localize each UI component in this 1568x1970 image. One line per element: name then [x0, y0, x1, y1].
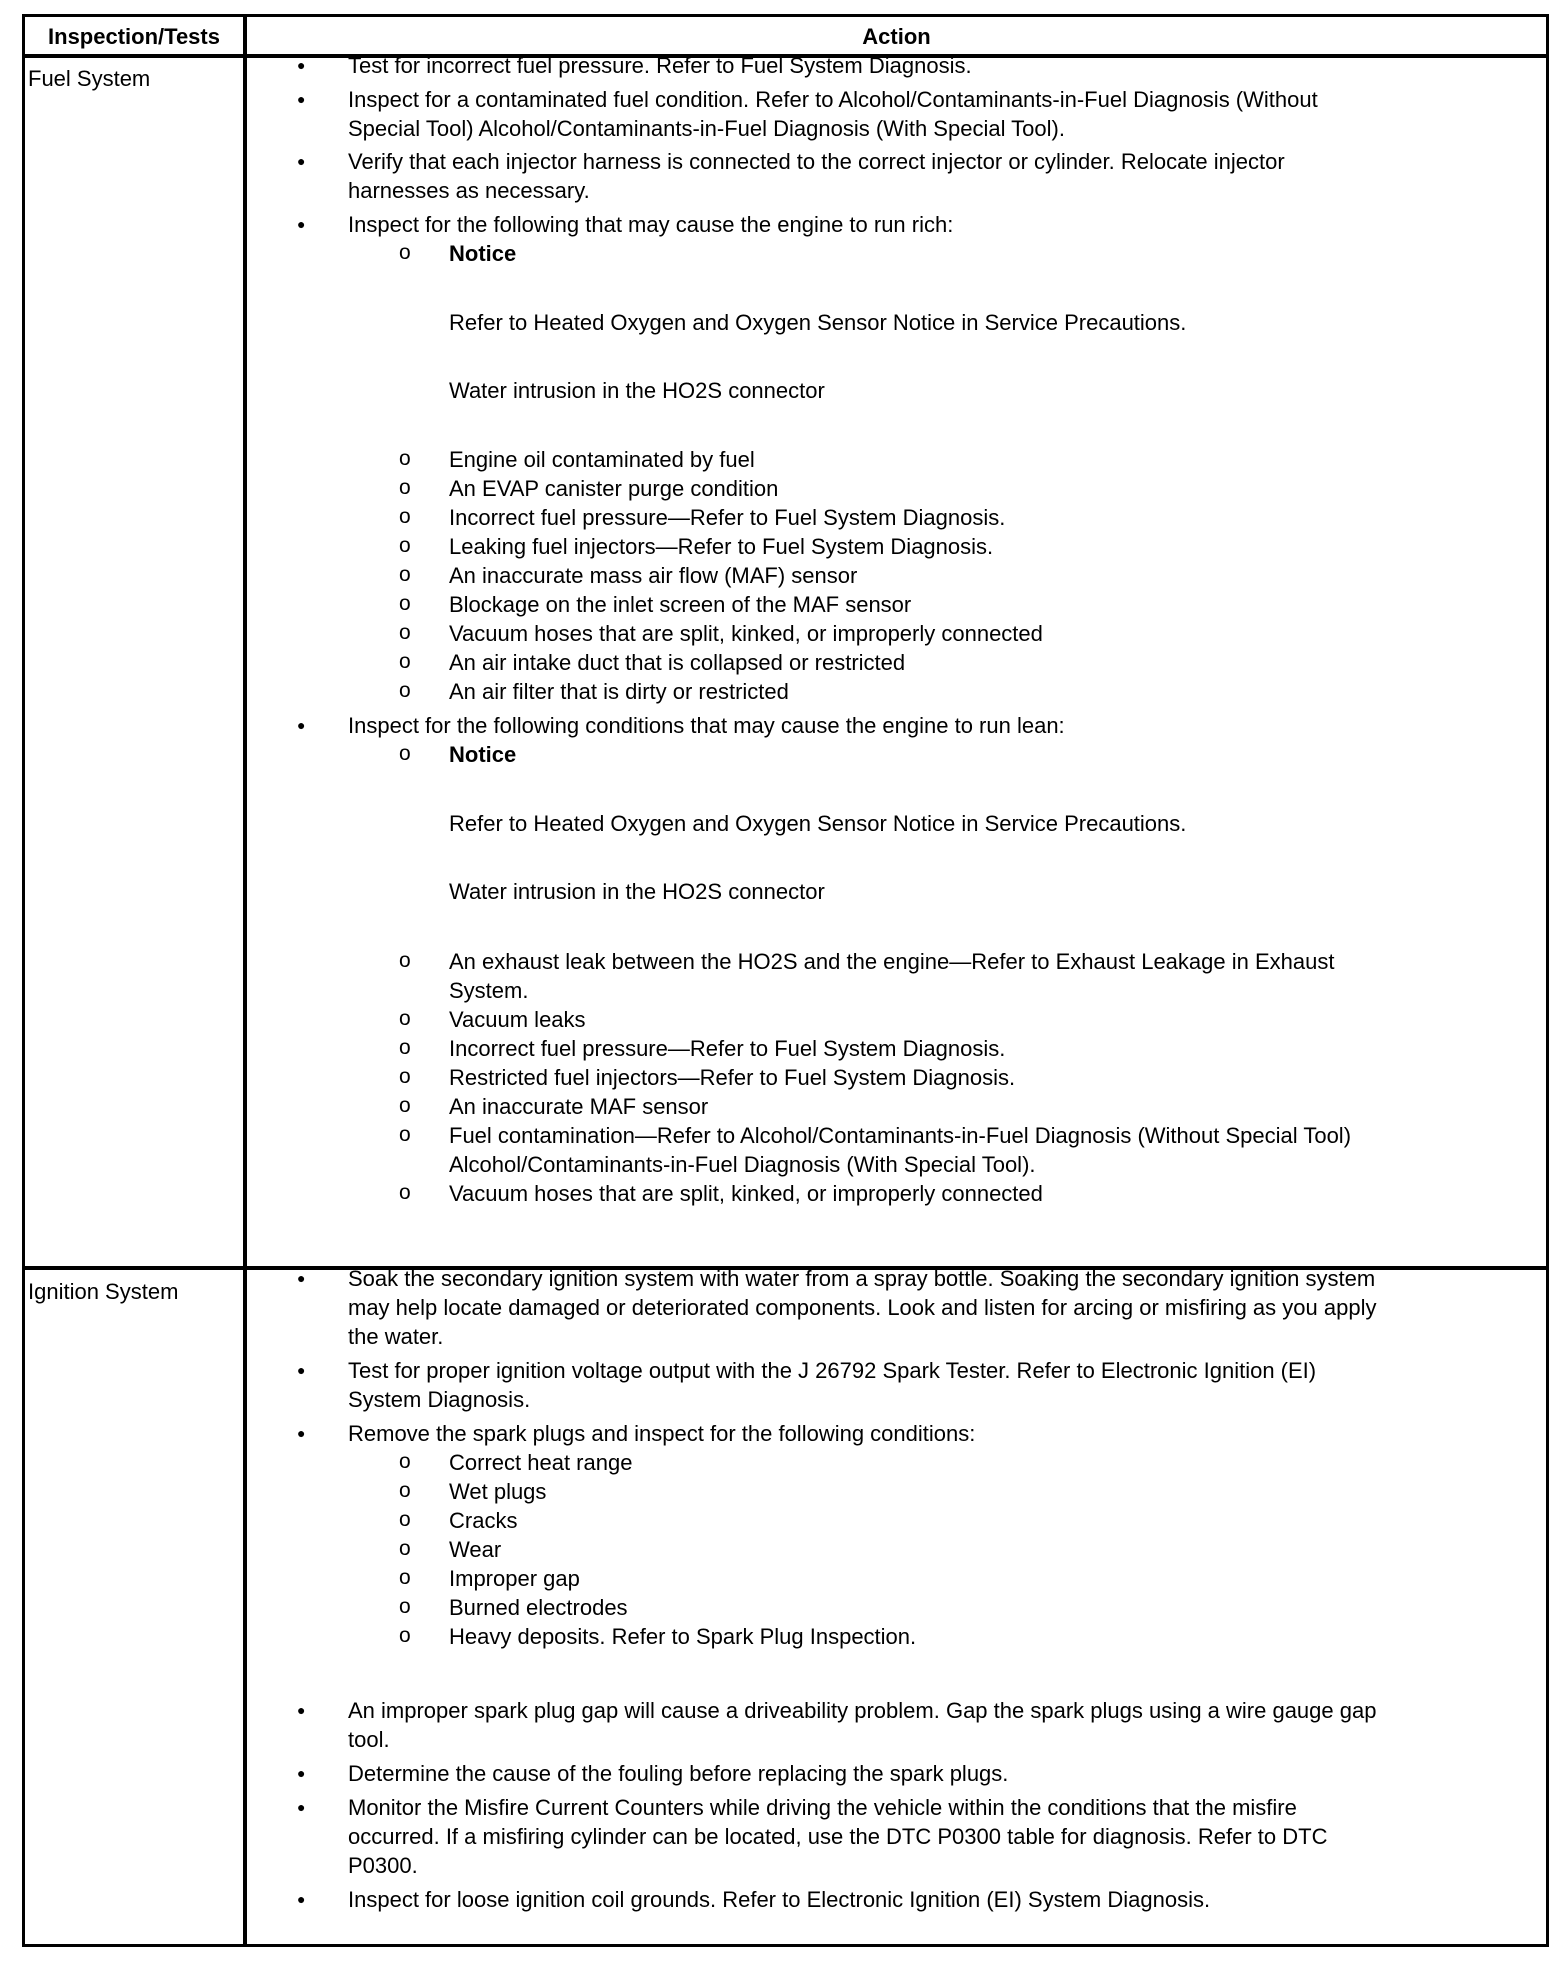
sub-item-text: Refer to Heated Oxygen and Oxygen Sensor Notice in Service Precautions. — [449, 811, 1187, 836]
action-item-text: Soak the secondary ignition system with water from a spray bottle. Soaking the secondary ignition system — [348, 1266, 1376, 1291]
sub-bullet-icon: o — [399, 679, 411, 702]
header-action: Action — [862, 24, 931, 49]
action-item-text: System Diagnosis. — [348, 1387, 531, 1412]
bullet-icon: ● — [297, 1765, 306, 1781]
row-label-ignition-system: Ignition System — [28, 1279, 179, 1304]
bullet-icon: ● — [297, 216, 306, 232]
bullet-icon: ● — [297, 91, 306, 107]
sub-item-text: Wet plugs — [449, 1479, 547, 1504]
header-inspection-tests: Inspection/Tests — [48, 24, 220, 49]
sub-item-text: Leaking fuel injectors—Refer to Fuel System Diagnosis. — [449, 534, 994, 559]
bullet-icon: ● — [297, 1799, 306, 1815]
bullet-icon: ● — [297, 57, 306, 73]
sub-bullet-icon: o — [399, 742, 411, 765]
sub-bullet-icon: o — [399, 592, 411, 615]
sub-bullet-icon: o — [399, 1624, 411, 1647]
sub-item-text: Water intrusion in the HO2S connector — [449, 378, 825, 403]
sub-bullet-icon: o — [399, 505, 411, 528]
sub-bullet-icon: o — [399, 1595, 411, 1618]
sub-bullet-icon: o — [399, 1566, 411, 1589]
action-item-text: may help locate damaged or deteriorated components. Look and listen for arcing or misfiring as you apply — [348, 1295, 1377, 1320]
sub-item-text: An inaccurate MAF sensor — [449, 1094, 709, 1119]
sub-item-text: Heavy deposits. Refer to Spark Plug Inspection. — [449, 1624, 917, 1649]
sub-bullet-icon: o — [399, 1007, 411, 1030]
sub-item-text: An EVAP canister purge condition — [449, 476, 779, 501]
sub-bullet-icon: o — [399, 650, 411, 673]
sub-bullet-icon: o — [399, 1537, 411, 1560]
action-item-text: Inspect for a contaminated fuel condition. Refer to Alcohol/Contaminants-in-Fuel Diagnosis (Without — [348, 87, 1318, 112]
sub-item-text: Restricted fuel injectors—Refer to Fuel System Diagnosis. — [449, 1065, 1016, 1090]
sub-item-text: An air filter that is dirty or restricted — [449, 679, 789, 704]
sub-bullet-icon: o — [399, 1094, 411, 1117]
row-label-fuel-system: Fuel System — [28, 66, 151, 91]
action-item-text: Inspect for the following that may cause the engine to run rich: — [348, 212, 954, 237]
action-item-text: Determine the cause of the fouling before replacing the spark plugs. — [348, 1761, 1009, 1786]
action-item-text: Monitor the Misfire Current Counters while driving the vehicle within the conditions that the misfire — [348, 1795, 1297, 1820]
action-item-text: occurred. If a misfiring cylinder can be located, use the DTC P0300 table for diagnosis. Refer to DTC — [348, 1824, 1328, 1849]
sub-item-text: System. — [449, 978, 529, 1003]
action-item-text: tool. — [348, 1727, 390, 1752]
sub-bullet-icon: o — [399, 1508, 411, 1531]
sub-bullet-icon: o — [399, 949, 411, 972]
inspection-table — [22, 14, 1549, 1947]
bullet-icon: ● — [297, 717, 306, 733]
sub-bullet-icon: o — [399, 447, 411, 470]
sub-item-text: Refer to Heated Oxygen and Oxygen Sensor Notice in Service Precautions. — [449, 310, 1187, 335]
action-item-text: harnesses as necessary. — [348, 178, 590, 203]
sub-item-text: An air intake duct that is collapsed or restricted — [449, 650, 906, 675]
bullet-icon: ● — [297, 153, 306, 169]
sub-item-text: Incorrect fuel pressure—Refer to Fuel System Diagnosis. — [449, 1036, 1006, 1061]
sub-item-text: Engine oil contaminated by fuel — [449, 447, 755, 472]
sub-item-text: Vacuum hoses that are split, kinked, or improperly connected — [449, 621, 1043, 646]
sub-item-text: Alcohol/Contaminants-in-Fuel Diagnosis (With Special Tool). — [449, 1152, 1036, 1177]
sub-bullet-icon: o — [399, 1479, 411, 1502]
sub-item-text: Improper gap — [449, 1566, 580, 1591]
column-divider — [243, 17, 247, 1944]
sub-item-text: Wear — [449, 1537, 502, 1562]
action-item-text: An improper spark plug gap will cause a driveability problem. Gap the spark plugs using a wire gauge gap — [348, 1698, 1377, 1723]
action-item-text: Verify that each injector harness is connected to the correct injector or cylinder. Relocate injector — [348, 149, 1285, 174]
sub-item-text: Water intrusion in the HO2S connector — [449, 879, 825, 904]
sub-item-text: Cracks — [449, 1508, 518, 1533]
action-item-text: Inspect for the following conditions that may cause the engine to run lean: — [348, 713, 1065, 738]
sub-item-text: An inaccurate mass air flow (MAF) sensor — [449, 563, 858, 588]
sub-item-text: Burned electrodes — [449, 1595, 628, 1620]
sub-item-text: Notice — [449, 241, 517, 266]
sub-bullet-icon: o — [399, 241, 411, 264]
action-item-text: the water. — [348, 1324, 444, 1349]
sub-item-text: Vacuum hoses that are split, kinked, or improperly connected — [449, 1181, 1043, 1206]
sub-bullet-icon: o — [399, 476, 411, 499]
sub-item-text: Incorrect fuel pressure—Refer to Fuel System Diagnosis. — [449, 505, 1006, 530]
bullet-icon: ● — [297, 1425, 306, 1441]
sub-item-text: Fuel contamination—Refer to Alcohol/Contaminants-in-Fuel Diagnosis (Without Special Tool) — [449, 1123, 1352, 1148]
sub-item-text: Blockage on the inlet screen of the MAF sensor — [449, 592, 912, 617]
sub-item-text: An exhaust leak between the HO2S and the engine—Refer to Exhaust Leakage in Exhaust — [449, 949, 1335, 974]
action-item-text: Special Tool) Alcohol/Contaminants-in-Fuel Diagnosis (With Special Tool). — [348, 116, 1065, 141]
sub-item-text: Notice — [449, 742, 517, 767]
action-item-text: Remove the spark plugs and inspect for the following conditions: — [348, 1421, 976, 1446]
sub-item-text: Vacuum leaks — [449, 1007, 586, 1032]
sub-bullet-icon: o — [399, 1123, 411, 1146]
sub-bullet-icon: o — [399, 563, 411, 586]
action-item-text: Test for incorrect fuel pressure. Refer to Fuel System Diagnosis. — [348, 53, 972, 78]
sub-bullet-icon: o — [399, 534, 411, 557]
bullet-icon: ● — [297, 1362, 306, 1378]
action-item-text: Test for proper ignition voltage output with the J 26792 Spark Tester. Refer to Electronic Ignition (EI) — [348, 1358, 1317, 1383]
sub-bullet-icon: o — [399, 1036, 411, 1059]
sub-bullet-icon: o — [399, 1450, 411, 1473]
sub-bullet-icon: o — [399, 621, 411, 644]
sub-item-text: Correct heat range — [449, 1450, 633, 1475]
action-item-text: P0300. — [348, 1853, 418, 1878]
sub-bullet-icon: o — [399, 1181, 411, 1204]
bullet-icon: ● — [297, 1891, 306, 1907]
bullet-icon: ● — [297, 1702, 306, 1718]
sub-bullet-icon: o — [399, 1065, 411, 1088]
action-item-text: Inspect for loose ignition coil grounds. Refer to Electronic Ignition (EI) System Diagnosis. — [348, 1887, 1211, 1912]
bullet-icon: ● — [297, 1270, 306, 1286]
